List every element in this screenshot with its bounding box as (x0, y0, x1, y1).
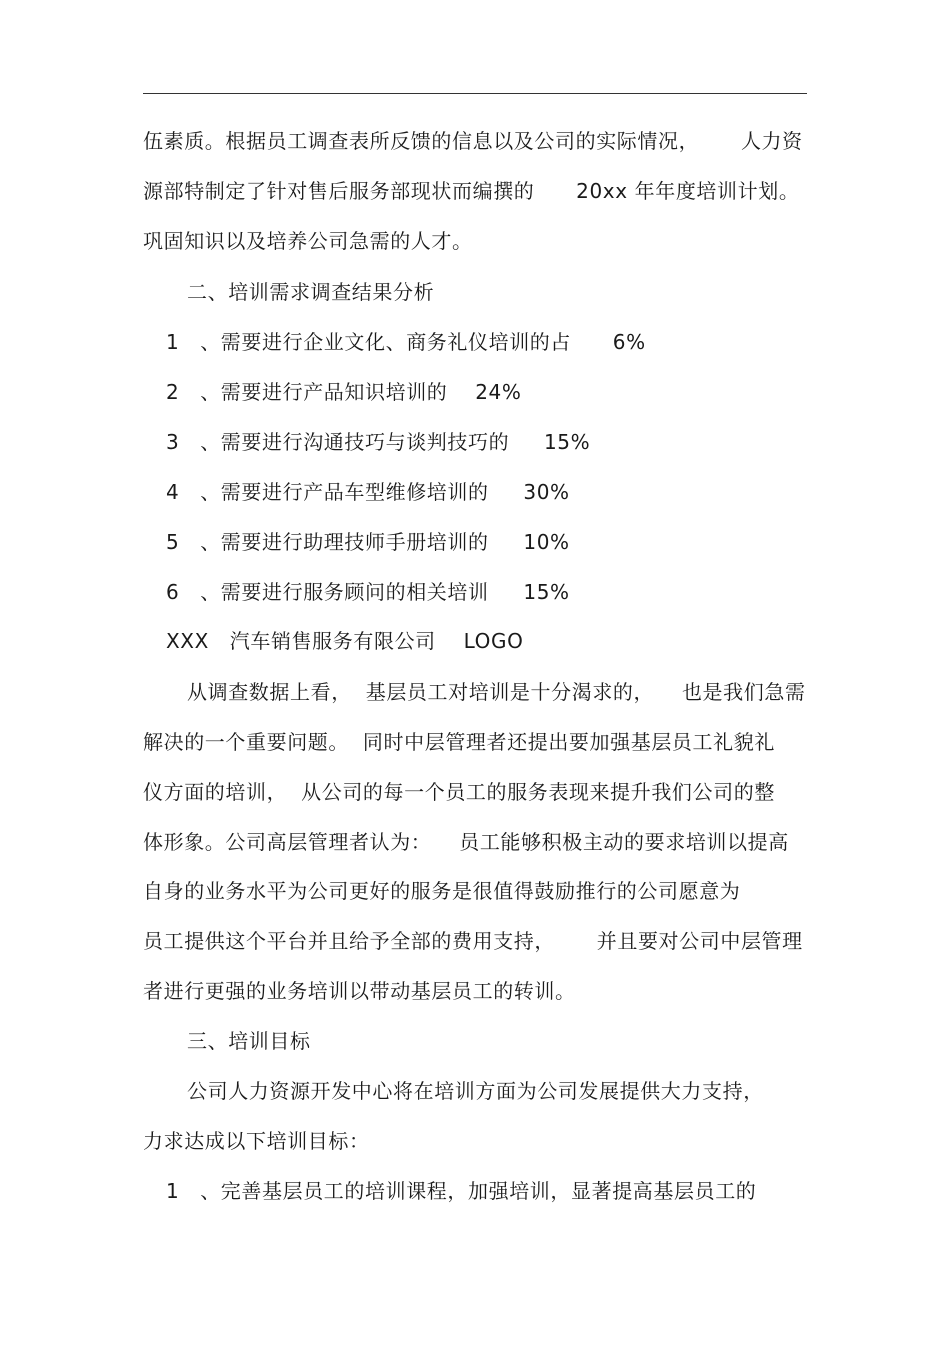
section-heading-2: 二、培训需求调查结果分析 (187, 280, 435, 304)
survey-item-5: 5 、需要进行助理技师手册培训的 10% (166, 530, 570, 554)
survey-item-1: 1 、需要进行企业文化、商务礼仪培训的占 6% (166, 330, 646, 354)
analysis-line-1: 从调查数据上看， 基层员工对培训是十分渴求的， 也是我们急需 (187, 680, 806, 704)
section-heading-3: 三、培训目标 (187, 1029, 311, 1053)
analysis-line-7: 者进行更强的业务培训以带动基层员工的转训。 (143, 979, 576, 1003)
paragraph-line-2: 源部特制定了针对售后服务部现状而编撰的 20xx 年年度培训计划。 (143, 179, 800, 203)
survey-item-3: 3 、需要进行沟通技巧与谈判技巧的 15% (166, 430, 591, 454)
analysis-line-3: 仪方面的培训， 从公司的每一个员工的服务表现来提升我们公司的整 (143, 780, 775, 804)
paragraph-line-1: 伍素质。根据员工调查表所反馈的信息以及公司的实际情况， 人力资 (143, 129, 803, 153)
survey-item-6: 6 、需要进行服务顾问的相关培训 15% (166, 580, 570, 604)
goal-item-1: 1 、完善基层员工的培训课程，加强培训，显著提高基层员工的 (166, 1179, 757, 1203)
goal-intro-line-1: 公司人力资源开发中心将在培训方面为公司发展提供大力支持， (187, 1079, 764, 1103)
goal-intro-line-2: 力求达成以下培训目标： (143, 1129, 370, 1153)
analysis-line-2: 解决的一个重要问题。 同时中层管理者还提出要加强基层员工礼貌礼 (143, 730, 775, 754)
company-logo-line: XXX 汽车销售服务有限公司 LOGO (166, 629, 524, 653)
survey-item-4: 4 、需要进行产品车型维修培训的 30% (166, 480, 570, 504)
header-rule (143, 93, 807, 94)
analysis-line-5: 自身的业务水平为公司更好的服务是很值得鼓励推行的公司愿意为 (143, 879, 741, 903)
survey-item-2: 2 、需要进行产品知识培训的 24% (166, 380, 522, 404)
analysis-line-4: 体形象。公司高层管理者认为： 员工能够积极主动的要求培训以提高 (143, 830, 789, 854)
analysis-line-6: 员工提供这个平台并且给予全部的费用支持， 并且要对公司中层管理 (143, 929, 803, 953)
paragraph-line-3: 巩固知识以及培养公司急需的人才。 (143, 229, 473, 253)
